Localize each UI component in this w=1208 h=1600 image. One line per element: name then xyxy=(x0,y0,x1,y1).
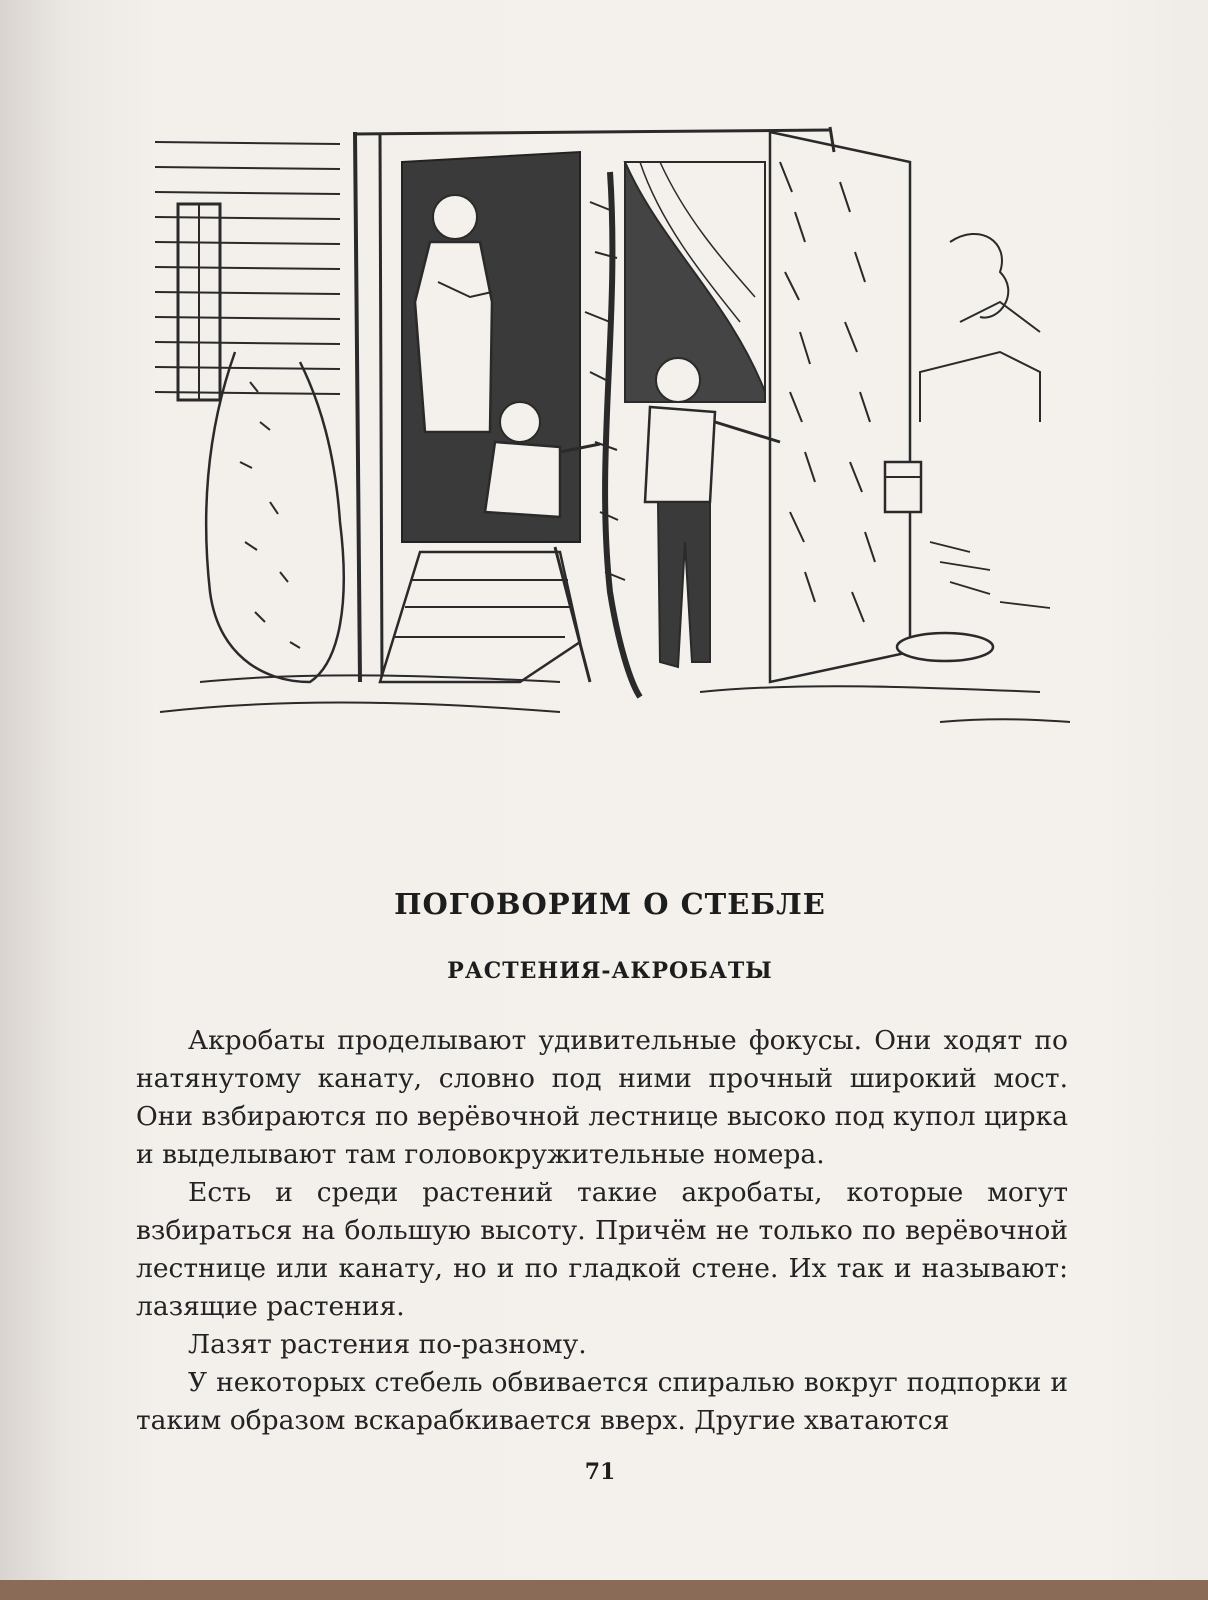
chapter-heading: ПОГОВОРИМ О СТЕБЛЕ xyxy=(394,887,826,921)
paragraph: Акробаты проделывают удивительные фокусы. Они ходят по натянутому канату, словно под ними прочный широкий мост. Они взбираются по верёвочной лестнице высоко под купол цирка и выделывают там головокружительные номера. xyxy=(136,1025,1068,1170)
illustration-drawing xyxy=(140,122,1080,742)
page-number: 71 xyxy=(584,1459,616,1485)
paragraph: Лазят растения по-разному. xyxy=(188,1329,587,1360)
paragraph: У некоторых стебель обвивается спиралью вокруг подпорки и таким образом вскарабкивается вверх. Другие хватаются xyxy=(136,1367,1068,1436)
body-text xyxy=(136,1022,1068,1440)
section-subheading: РАСТЕНИЯ-АКРОБАТЫ xyxy=(447,958,773,984)
paragraph: Есть и среди растений такие акробаты, которые могут взбираться на большую высоту. Причём не только по верёвочной лестнице или канату, но и по гладкой стене. Их так и называют: лазящие растения. xyxy=(136,1177,1068,1322)
house-porch-scene-illustration xyxy=(140,122,1080,742)
